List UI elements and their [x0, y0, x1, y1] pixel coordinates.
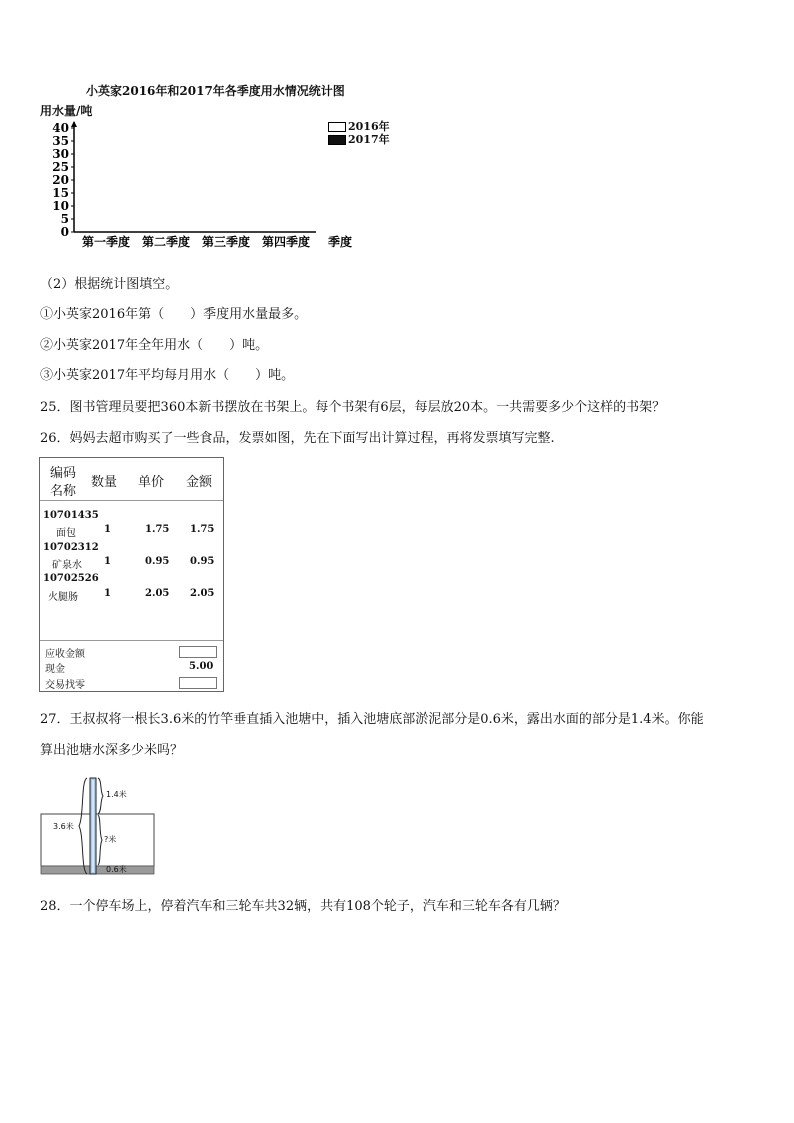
- water-usage-chart: [36, 80, 396, 255]
- invoice-item-amount: 1.75: [190, 524, 215, 535]
- x-tick-label: 第三季度: [201, 235, 251, 249]
- above-water-brace: [98, 778, 103, 814]
- q2-item-2: ②小英家2017年全年用水（ ）吨。: [40, 338, 269, 353]
- chart-title: 小英家2016年和2017年各季度用水情况统计图: [86, 84, 345, 98]
- invoice-item-qty: 1: [104, 588, 111, 599]
- y-tick-label: 0: [60, 225, 69, 239]
- invoice-change-box[interactable]: [179, 677, 217, 689]
- y-tick-label: 20: [52, 173, 69, 187]
- invoice-divider-bottom: [40, 640, 223, 641]
- x-tick-label: 第一季度: [81, 235, 131, 249]
- invoice-item-name: 火腿肠: [48, 592, 78, 603]
- y-axis-arrow: [71, 121, 77, 127]
- x-tick-label: 第二季度: [141, 235, 191, 249]
- invoice-item-code: 10701435: [43, 510, 99, 521]
- y-tick-label: 40: [52, 121, 69, 135]
- q2-intro: （2）根据统计图填空。: [40, 277, 179, 292]
- invoice-change-label: 交易找零: [45, 680, 85, 691]
- chart-y-axis-label: 用水量/吨: [40, 104, 93, 118]
- legend-label-2017: 2017年: [348, 133, 390, 146]
- invoice-header-qty: 数量: [91, 475, 118, 490]
- invoice-cash-value: 5.00: [189, 661, 214, 672]
- invoice-item-amount: 2.05: [190, 588, 215, 599]
- invoice-header-code: 编码: [50, 466, 77, 481]
- invoice-header-name: 名称: [50, 484, 77, 499]
- invoice-item-qty: 1: [104, 524, 111, 535]
- question-25: 25．图书管理员要把360本新书摆放在书架上。每个书架有6层，每层放20本。一共需要多少个这样的书架？: [40, 400, 666, 415]
- invoice-item-price: 2.05: [145, 588, 170, 599]
- invoice-cash-label: 现金: [45, 664, 65, 675]
- legend-label-2016: 2016年: [348, 120, 390, 133]
- legend-swatch-2017: [328, 135, 346, 145]
- question-27-line-1: 27．王叔叔将一根长3.6米的竹竿垂直插入池塘中，插入池塘底部淤泥部分是0.6米，露出水面的部分是1.4米。你能: [40, 712, 704, 727]
- legend-item-2017: [328, 131, 390, 147]
- invoice-divider-top: [40, 500, 223, 501]
- question-28: 28．一个停车场上，停着汽车和三轮车共32辆，共有108个轮子，汽车和三轮车各有几辆？: [40, 899, 566, 914]
- y-tick-label: 25: [52, 160, 69, 174]
- question-27-line-2: 算出池塘水深多少米吗？: [40, 743, 184, 758]
- invoice-receivable-label: 应收金额: [45, 649, 85, 660]
- invoice-item-code: 10702526: [43, 573, 99, 584]
- label-mud-depth: 0.6米: [106, 865, 127, 874]
- invoice-receivable-box[interactable]: [179, 646, 217, 658]
- invoice-item-price: 0.95: [145, 556, 170, 567]
- y-tick-label: 10: [52, 199, 69, 213]
- q2-item-1: ①小英家2016年第（ ）季度用水量最多。: [40, 307, 308, 322]
- invoice-item-qty: 1: [104, 556, 111, 567]
- invoice-item-amount: 0.95: [190, 556, 215, 567]
- x-tick-label: 第四季度: [261, 235, 311, 249]
- x-axis-label: 季度: [328, 235, 353, 249]
- invoice-item-code: 10702312: [43, 542, 99, 553]
- invoice-item-name: 面包: [56, 528, 76, 539]
- invoice-header-amount: 金额: [186, 475, 213, 490]
- y-tick-label: 30: [52, 147, 69, 161]
- label-water-depth: ?米: [104, 835, 117, 844]
- label-above-water: 1.4米: [106, 790, 127, 799]
- y-tick-label: 5: [60, 212, 69, 226]
- pond-mud: [41, 866, 154, 874]
- q2-item-3: ③小英家2017年平均每月用水（ ）吨。: [40, 368, 295, 383]
- label-total-length: 3.6米: [53, 822, 74, 831]
- y-tick-label: 35: [52, 134, 69, 148]
- y-tick-label: 15: [52, 186, 69, 200]
- invoice-item-name: 矿泉水: [52, 560, 82, 571]
- question-26: 26．妈妈去超市购买了一些食品，发票如图，先在下面写出计算过程，再将发票填写完整.: [40, 431, 555, 446]
- invoice-header-price: 单价: [138, 475, 165, 490]
- invoice-item-price: 1.75: [145, 524, 170, 535]
- chart-plot: [36, 80, 396, 255]
- pond-diagram: [40, 776, 156, 876]
- invoice-receipt: [39, 457, 224, 692]
